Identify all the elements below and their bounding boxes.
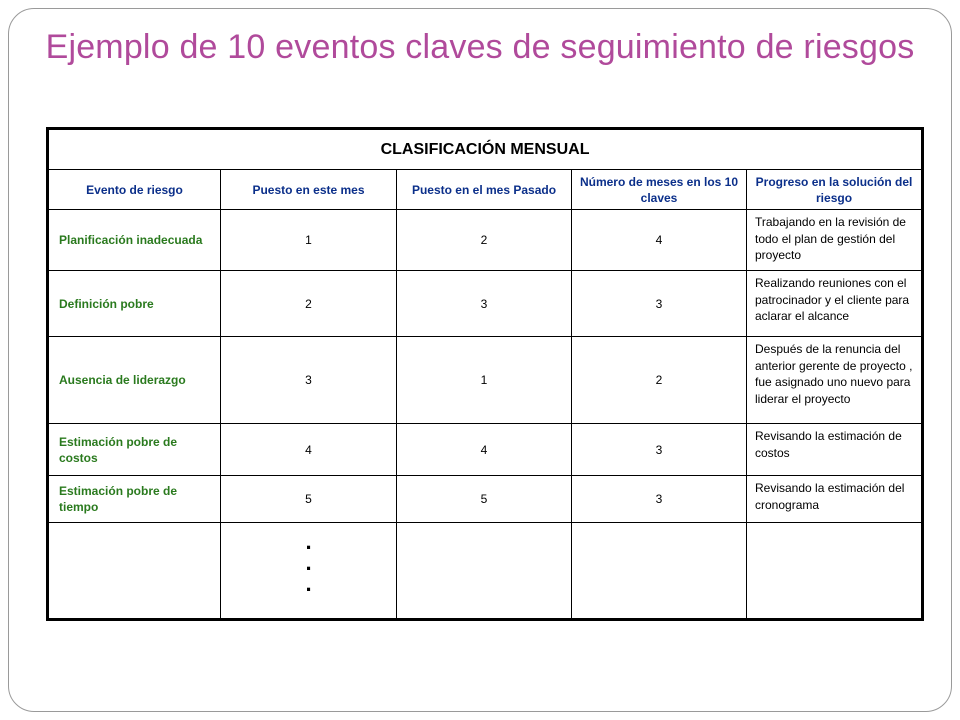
ellipsis-cell [221,523,397,620]
current-rank-cell: 3 [221,337,397,424]
progress-cell: Revisando la estimación del cronograma [747,476,923,523]
risk-ranking-table [46,127,924,621]
current-rank-cell: 1 [221,210,397,271]
table-caption: CLASIFICACIÓN MENSUAL [48,129,923,170]
months-cell: 3 [572,271,747,337]
table-row [48,210,923,271]
header-risk-event: Evento de riesgo [48,170,221,210]
progress-cell: Realizando reuniones con el patrocinador y el cliente para aclarar el alcance [747,271,923,337]
current-rank-cell: 2 [221,271,397,337]
risk-event-cell: Estimación pobre de costos [48,424,221,476]
ellipsis-dot: . [305,550,312,575]
previous-rank-cell: 2 [397,210,572,271]
table-header-row [48,170,923,210]
header-months-in-top10: Número de meses en los 10 claves [572,170,747,210]
table-row [48,271,923,337]
progress-cell: Trabajando en la revisión de todo el plan de gestión del proyecto [747,210,923,271]
risk-event-cell: Ausencia de liderazgo [48,337,221,424]
current-rank-cell: 4 [221,424,397,476]
table-row-ellipsis [48,523,923,620]
empty-cell [572,523,747,620]
table-row [48,424,923,476]
ellipsis-dot: . [305,571,312,596]
months-cell: 3 [572,476,747,523]
risk-event-cell: Definición pobre [48,271,221,337]
empty-cell [397,523,572,620]
risk-event-cell: Planificación inadecuada [48,210,221,271]
empty-cell [747,523,923,620]
progress-cell: Después de la renuncia del anterior gerente de proyecto , fue asignado uno nuevo para liderar el proyecto [747,337,923,424]
table-row [48,476,923,523]
months-cell: 4 [572,210,747,271]
page-title: Ejemplo de 10 eventos claves de seguimiento de riesgos [45,28,915,66]
header-previous-rank: Puesto en el mes Pasado [397,170,572,210]
header-current-rank: Puesto en este mes [221,170,397,210]
progress-cell: Revisando la estimación de costos [747,424,923,476]
previous-rank-cell: 3 [397,271,572,337]
empty-cell [48,523,221,620]
ellipsis-dot: . [305,529,312,554]
header-progress: Progreso en la solución del riesgo [747,170,923,210]
months-cell: 2 [572,337,747,424]
previous-rank-cell: 5 [397,476,572,523]
table-row [48,337,923,424]
previous-rank-cell: 4 [397,424,572,476]
months-cell: 3 [572,424,747,476]
current-rank-cell: 5 [221,476,397,523]
risk-event-cell: Estimación pobre de tiempo [48,476,221,523]
previous-rank-cell: 1 [397,337,572,424]
